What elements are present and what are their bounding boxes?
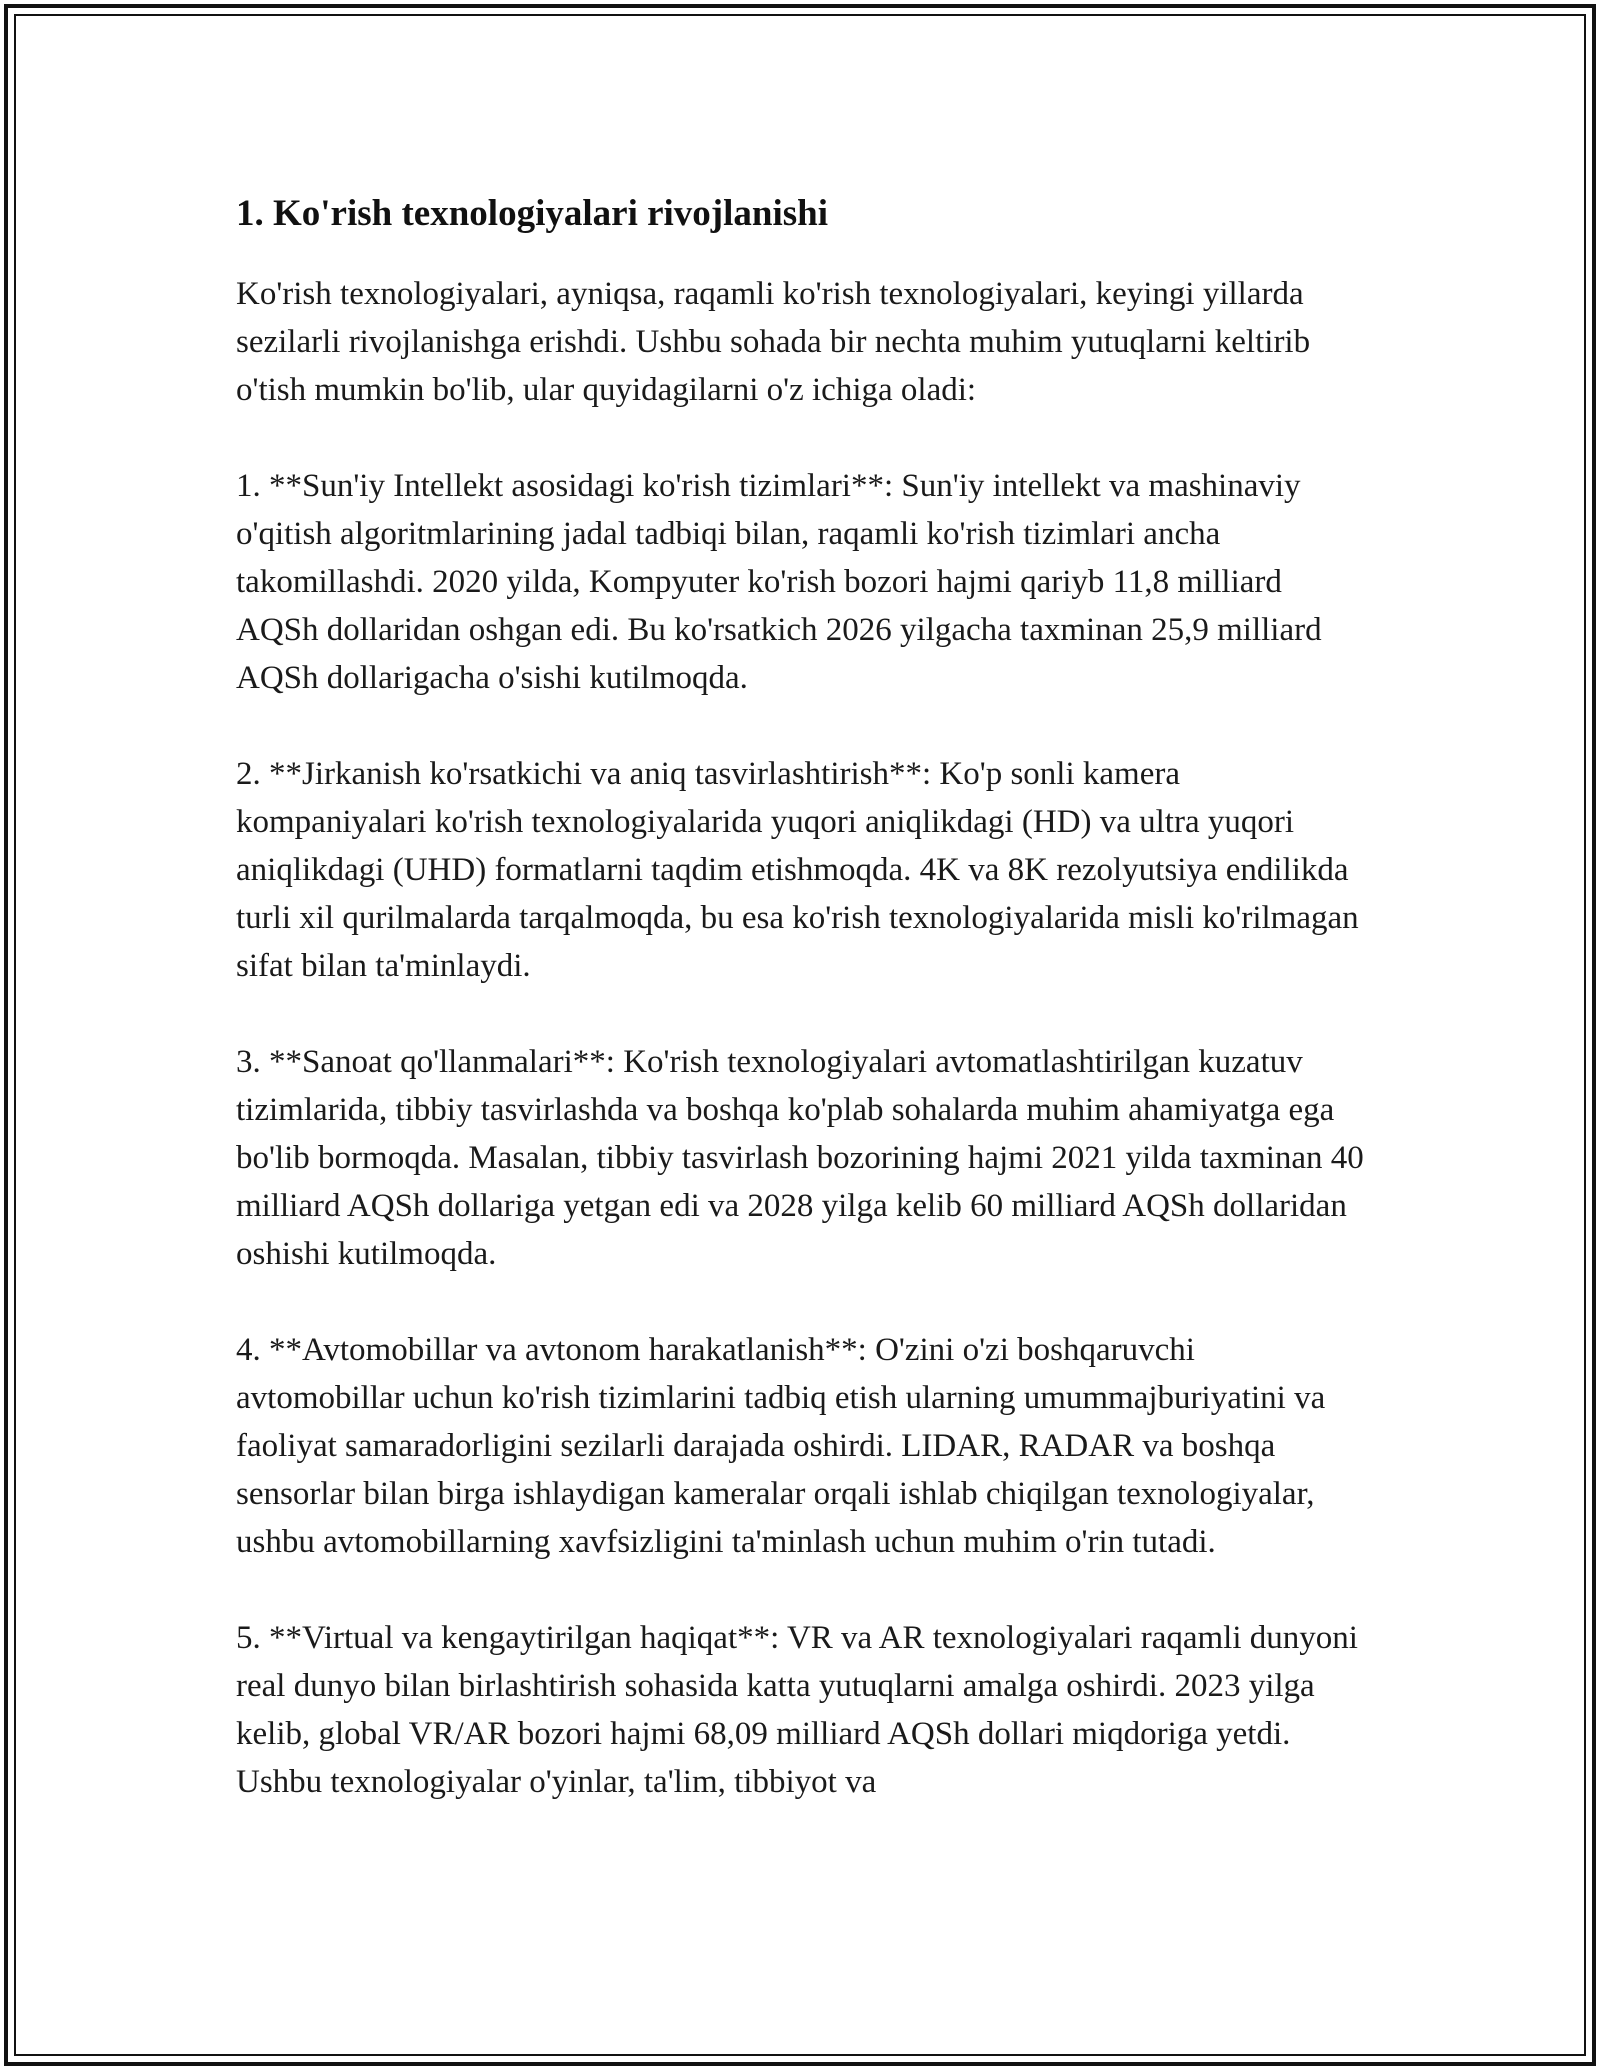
document-page — [236, 190, 1366, 1854]
list-item-ai-vision: 1. **Sun'iy Intellekt asosidagi ko'rish tizimlari**: Sun'iy intellekt va mashinaviy o'qitish algoritmlarining jadal tadbiqi bilan, raqamli ko'rish tizimlari ancha takomillashdi. 2020 yilda, Kompyuter ko'rish bozori hajmi qariyb 11,8 milliard AQSh dollaridan oshgan edi. Bu ko'rsatkich 2026 yilgacha taxminan 25,9 milliard AQSh dollarigacha o'sishi kutilmoqda. — [236, 468, 1322, 696]
list-item-resolution: 2. **Jirkanish ko'rsatkichi va aniq tasvirlashtirish**: Ko'p sonli kamera kompaniyalari ko'rish texnologiyalarida yuqori aniqlikdagi (HD) va ultra yuqori aniqlikdagi (UHD) formatlarni taqdim etishmoqda. 4K va 8K rezolyutsiya endilikda turli xil qurilmalarda tarqalmoqda, bu esa ko'rish texnologiyalarida misli ko'rilmagan sifat bilan ta'minlaydi. — [236, 756, 1359, 984]
list-item-vr-ar: 5. **Virtual va kengaytirilgan haqiqat**: VR va AR texnologiyalari raqamli dunyoni real dunyo bilan birlashtirish sohasida katta yutuqlarni amalga oshirdi. 2023 yilga kelib, global VR/AR bozori hajmi 68,09 milliard AQSh dollari miqdoriga yetdi. Ushbu texnologiyalar o'yinlar, ta'lim, tibbiyot va — [236, 1620, 1358, 1800]
list-item-automotive: 4. **Avtomobillar va avtonom harakatlanish**: O'zini o'zi boshqaruvchi avtomobillar uchun ko'rish tizimlarini tadbiq etish ularning umummajburiyatini va faoliyat samaradorligini sezilarli darajada oshirdi. LIDAR, RADAR va boshqa sensorlar bilan birga ishlaydigan kameralar orqali ishlab chiqilgan texnologiyalar, ushbu avtomobillarning xavfsizligini ta'minlash uchun muhim o'rin tutadi. — [236, 1332, 1326, 1560]
intro-paragraph: Ko'rish texnologiyalari, ayniqsa, raqamli ko'rish texnologiyalari, keyingi yillarda sezilarli rivojlanishga erishdi. Ushbu sohada bir nechta muhim yutuqlarni keltirib o'tish mumkin bo'lib, ular quyidagilarni o'z ichiga oladi: — [236, 276, 1311, 408]
section-heading: 1. Ko'rish texnologiyalari rivojlanishi — [236, 193, 829, 234]
list-item-industry: 3. **Sanoat qo'llanmalari**: Ko'rish texnologiyalari avtomatlashtirilgan kuzatuv tizimlarida, tibbiy tasvirlashda va boshqa ko'plab sohalarda muhim ahamiyatga ega bo'lib bormoqda. Masalan, tibbiy tasvirlash bozorining hajmi 2021 yilda taxminan 40 milliard AQSh dollariga yetgan edi va 2028 yilga kelib 60 milliard AQSh dollaridan oshishi kutilmoqda. — [236, 1044, 1364, 1272]
